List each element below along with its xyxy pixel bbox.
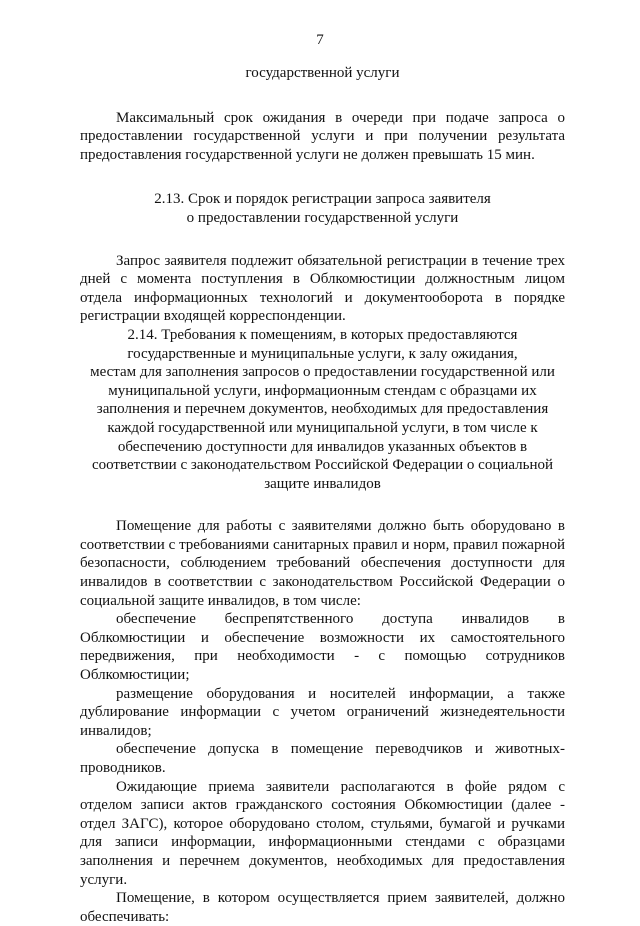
page-number: 7 [316, 32, 324, 48]
section-2-13-title-line: о предоставлении государственной услуги [186, 209, 459, 226]
section-2-13-title-line: 2.13. Срок и порядок регистрации запроса заявителя [154, 191, 491, 208]
paragraph-wait-time: Максимальный срок ожидания в очереди при подаче запроса о предоставлении государственной услуги и при получении результата предоставления государственной услуги не должен превышать 15 мин. [80, 109, 565, 163]
section-2-14-title-line: обеспечению доступности для инвалидов указанных объектов в [117, 438, 528, 455]
paragraph-reception-room: Помещение, в котором осуществляется прием заявителей, должно обеспечивать: [80, 890, 565, 925]
section-2-14-title-line: заполнения и перечнем документов, необходимых для предоставления [96, 401, 549, 418]
heading-tail: государственной услуги [245, 65, 400, 81]
section-2-14-title-line: местам для заполнения запросов о предоставлении государственной или [90, 364, 555, 381]
section-2-13-heading [80, 190, 565, 227]
section-2-14-title-line: защите инвалидов [264, 475, 381, 492]
paragraph-premises-intro: Помещение для работы с заявителями должно быть оборудовано в соответствии с требованиями санитарных правил и норм, правил пожарной безопасности, соблюдением требований обеспечения доступности для инвалидов в соответствии с законодательством Российской Федерации о социальной защите инвалидов, в том числе: [80, 518, 565, 609]
list-item-information: размещение оборудования и носителей информации, а также дублирование информации с учетом ограничений жизнедеятельности инвалидов; [80, 685, 565, 739]
paragraph-waiting-area: Ожидающие приема заявители располагаются в фойе рядом с отделом записи актов гражданского состояния Обкомюстиции (далее - отдел ЗАГС), которое оборудовано столом, стульями, бумагой и ручками для записи информации, информационными стендами с образцами заполнения и перечнем документов, необходимых для предоставления услуги. [80, 778, 565, 888]
section-2-14-heading [80, 326, 565, 493]
list-item-access: обеспечение беспрепятственного доступа инвалидов в Облкомюстиции и обеспечение возможности их самостоятельного передвижения, при необходимости - с помощью сотрудников Облкомюстиции; [80, 611, 565, 684]
paragraph-registration: Запрос заявителя подлежит обязательной регистрации в течение трех дней с момента поступления в Облкомюстиции должностным лицом отдела информационных технологий и документооборота в порядке регистрации входящей корреспонденции. [80, 252, 565, 325]
page-content [80, 64, 565, 926]
section-2-14-title-line: государственные и муниципальные услуги, к залу ожидания, [127, 345, 518, 362]
section-2-14-title-line: 2.14. Требования к помещениям, в которых предоставляются [127, 326, 518, 343]
section-2-14-title-line: соответствии с законодательством Российской Федерации о социальной [91, 457, 554, 474]
section-2-14-title-line: каждой государственной или муниципальной услуги, в том числе к [107, 419, 538, 436]
list-item-interpreters: обеспечение допуска в помещение переводчиков и животных-проводников. [80, 741, 565, 776]
section-2-14-title-line: муниципальной услуги, информационным стендам с образцами их [108, 382, 537, 399]
